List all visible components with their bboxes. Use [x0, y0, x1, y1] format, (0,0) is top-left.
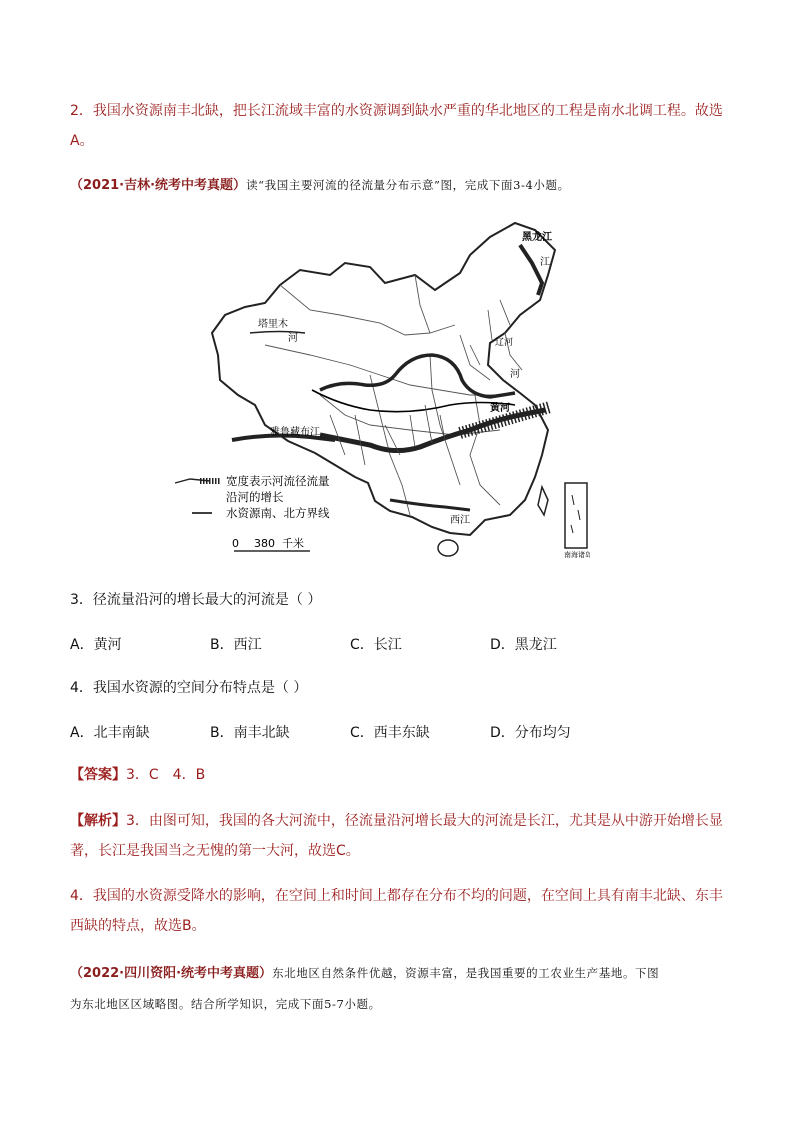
q3-option-b[interactable]: B．西江 [210, 637, 262, 653]
answer-text: 3．C 4．B [126, 767, 206, 783]
analysis-line2: 著，长江是我国当之无愧的第一大河，故选C。 [70, 843, 360, 859]
map-svg [170, 215, 590, 565]
nanhai-inset [565, 483, 587, 548]
label-xijiang: 西江 [450, 515, 470, 526]
label-tarim: 塔里木 [258, 319, 288, 330]
label-yellow-river: 黄河 [490, 403, 510, 414]
source-2021-jilin [70, 170, 730, 201]
legend-boundary: 水资源南、北方界线 [226, 506, 330, 520]
q2-explanation [70, 96, 730, 156]
q4-option-d[interactable]: D．分布均匀 [490, 725, 571, 741]
legend-width-line1: 宽度表示河流径流量 [226, 474, 330, 488]
a4-line2: 西缺的特点，故选B。 [70, 918, 206, 934]
q4-option-c[interactable]: C．西丰东缺 [350, 725, 430, 741]
source2-line1: 东北地区自然条件优越，资源丰富，是我国重要的工农业生产基地。下图 [272, 966, 660, 980]
q4-option-a[interactable]: A．北丰南缺 [70, 725, 150, 741]
source-2022-ziyang [70, 958, 730, 1019]
label-liaohe: 辽河 [495, 338, 514, 348]
source2-tag: （2022·四川资阳·统考中考真题） [70, 966, 273, 981]
scale-zero: 0 [232, 537, 239, 550]
q4-analysis [70, 881, 730, 941]
analysis-line1: 3．由图可知，我国的各大河流中，径流量沿河增长最大的河流是长江，尤其是从中游开始增长显 [126, 813, 723, 829]
scale-value: 380 [254, 537, 275, 550]
a4-line1: 4．我国的水资源受降水的影响，在空间上和时间上都存在分布不均的问题，在空间上具有南丰北缺、东丰 [70, 888, 723, 904]
china-river-runoff-map [170, 215, 590, 565]
legend-width-line2: 沿河的增长 [226, 490, 284, 504]
china-outline [212, 223, 555, 535]
label-heilongjiang: 黑龙江 [522, 232, 552, 243]
scale-unit: 千米 [282, 537, 304, 550]
label-tarim-he: 河 [288, 333, 298, 344]
q3-stem: 3．径流量沿河的增长最大的河流是（ ） [70, 592, 322, 608]
q4-option-b[interactable]: B．南丰北缺 [210, 725, 290, 741]
q4-stem: 4．我国水资源的空间分布特点是（ ） [70, 680, 308, 696]
source2-line2: 为东北地区区域略图。结合所学知识，完成下面5-7小题。 [70, 997, 381, 1011]
label-yarlung: 雅鲁藏布江 [270, 427, 320, 438]
q3-option-a[interactable]: A．黄河 [70, 637, 122, 653]
label-jiang: 江 [540, 257, 550, 268]
q3-option-c[interactable]: C．长江 [350, 637, 402, 653]
analysis-block [70, 806, 730, 866]
q2-line1: 2．我国水资源南丰北缺，把长江流域丰富的水资源调到缺水严重的华北地区的工程是南水北调工程。故选 [70, 103, 723, 119]
legend-width-symbol [175, 479, 210, 483]
label-yellow-he: 河 [510, 369, 520, 380]
answer-tag: 【答案】 [70, 767, 126, 783]
analysis-tag: 【解析】 [70, 813, 126, 829]
q3-option-d[interactable]: D．黑龙江 [490, 637, 557, 653]
answer-block [70, 760, 730, 790]
label-nanhai: 南海诸岛 [564, 551, 590, 559]
source-text: 读“我国主要河流的径流量分布示意”图，完成下面3-4小题。 [246, 178, 570, 192]
q2-line2: A。 [70, 133, 94, 149]
source-tag: （2021·吉林·统考中考真题） [70, 178, 247, 193]
